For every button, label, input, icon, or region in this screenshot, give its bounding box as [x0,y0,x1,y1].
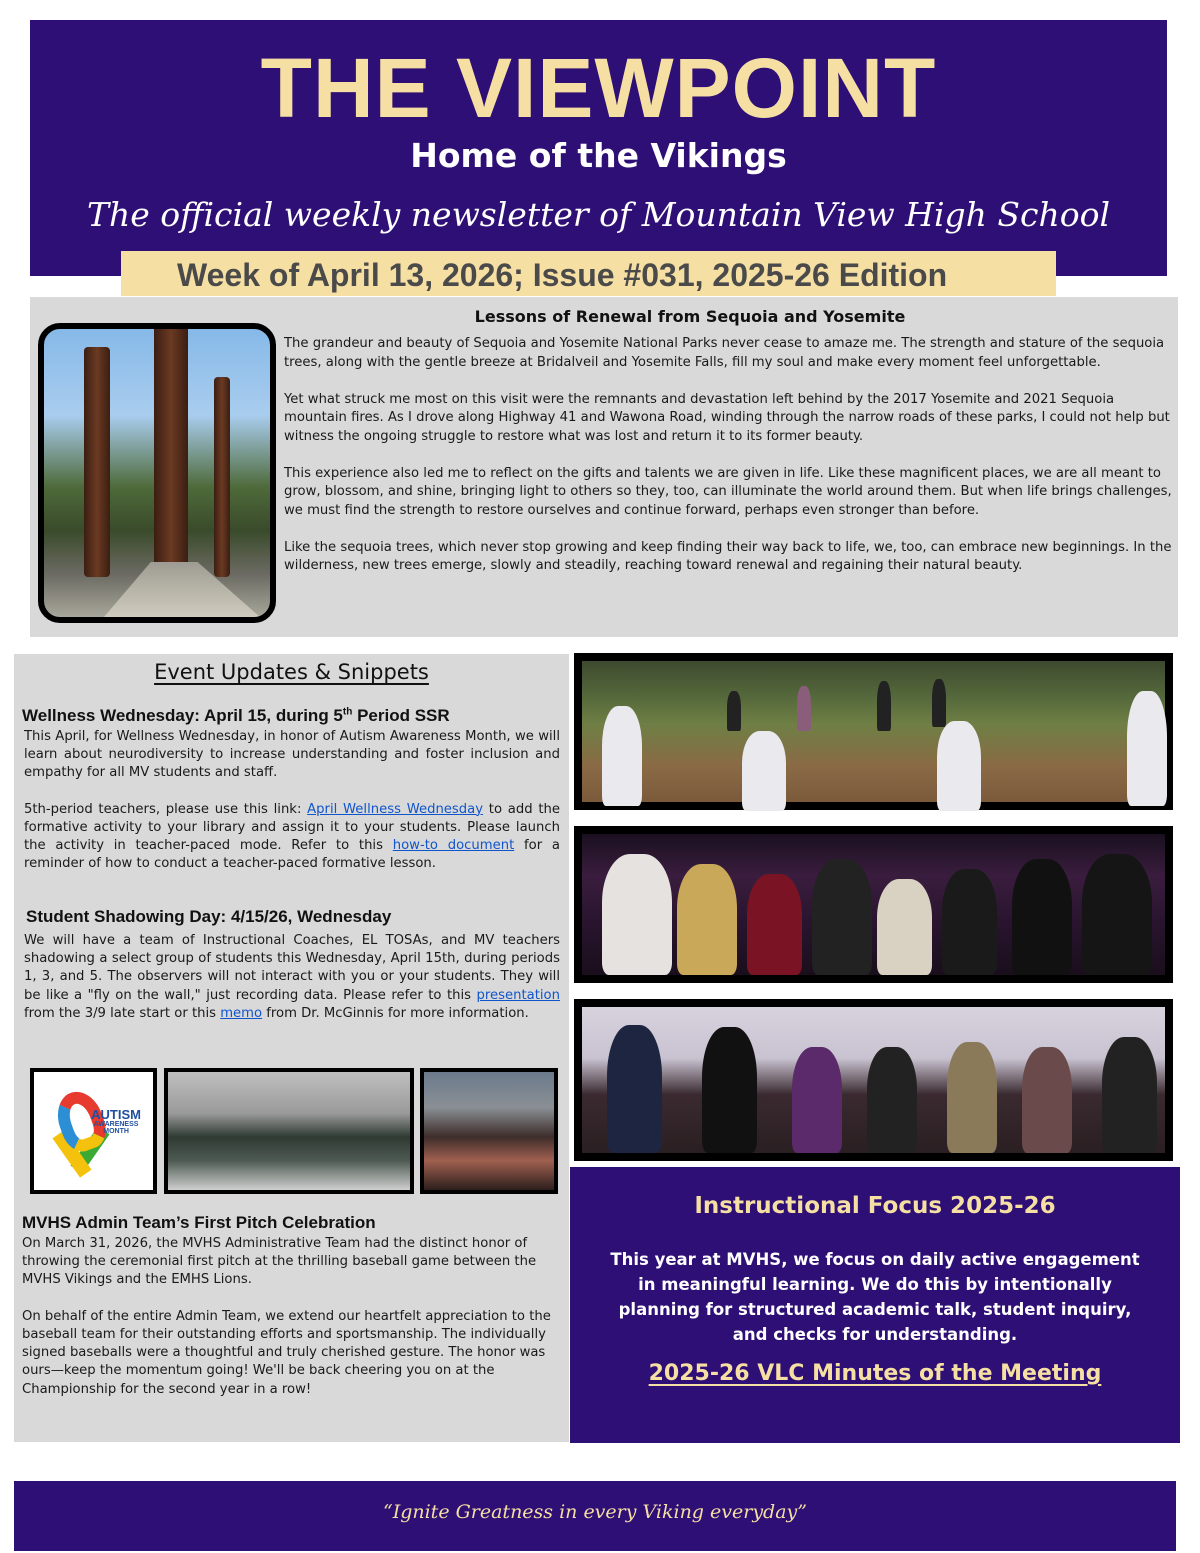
wellness-title: Wellness Wednesday: April 15, during 5th Period SSR [22,706,450,725]
feature-paragraph: Like the sequoia trees, which never stop growing and keep finding their way back to life, we, too, can embrace new beginnings. In the wilderness, new trees emerge, slowly and steadily, reaching toward renewal and regaining their natural beauty. [284,539,1172,573]
feature-paragraph: Yet what struck me most on this visit were the remnants and devastation left behind by the 2017 Yosemite and 2021 Sequoia mountain fires. As I drove along Highway 41 and Wawona Road, winding through the narrow roads of these parks, I could not help but witness the ongoing struggle to restore what was lost and return it to its former beauty. [284,391,1170,444]
newsletter-tagline: The official weekly newsletter of Mountain View High School [86,195,1111,234]
focus-title: Instructional Focus 2025-26 [694,1193,1056,1219]
sequoia-photo [38,323,276,623]
footer [14,1481,1176,1551]
shadowing-title: Student Shadowing Day: 4/15/26, Wednesday [26,907,392,926]
memo-link[interactable]: memo [220,1005,263,1021]
shadowing-group-photo [164,1068,414,1194]
wellness-paragraph: This April, for Wellness Wednesday, in honor of Autism Awareness Month, we will learn about neurodiversity to increase understanding and foster inclusion and empathy for all MV students and staff. [24,729,560,781]
how-to-document-link[interactable]: how-to document [392,838,515,854]
wellness-body [24,728,560,892]
april-wellness-link[interactable]: April Wellness Wednesday [307,801,484,817]
autism-awareness-image: AUTISM AWARENESS MONTH [30,1068,157,1194]
royal-court-photo [574,999,1173,1161]
issue-bar [121,251,1056,296]
presentation-link[interactable]: presentation [476,987,560,1003]
issue-label: Week of April 13, 2026; Issue #031, 2025-26 Edition [177,257,948,293]
wellness-instructions: 5th-period teachers, please use this link: April Wellness Wednesday to add the formative activity to your library and assign it to your students. Please launch the activity in teacher-paced mode. Refer to this how-to document for a reminder of how to conduct a teacher-paced formative lesson. [24,801,561,872]
masthead [30,20,1167,276]
instructional-focus [570,1167,1180,1443]
first-pitch-title: MVHS Admin Team’s First Pitch Celebration [22,1213,376,1232]
newsletter-subtitle: Home of the Vikings [410,136,787,175]
feature-paragraph: The grandeur and beauty of Sequoia and Yosemite National Parks never cease to amaze me. The strength and stature of the sequoia trees, along with the gentle breeze at Bridalveil and Yosemite Falls, fill my soul and make every moment feel unforgettable. [284,336,1165,370]
first-pitch-paragraph: On behalf of the entire Admin Team, we extend our heartfelt appreciation to the baseball team for their outstanding efforts and sportsmanship. The individually signed baseballs were a thoughtful and truly cherished gesture. The honor was ours—keep the momentum going! We'll be back cheering you on at the Championship for the second year in a row! [22,1308,551,1397]
newsletter-title: THE VIEWPOINT [260,41,937,135]
events-panel [14,654,569,1442]
first-pitch-body [22,1235,552,1417]
feature-body [284,335,1174,594]
masquerade-photo [574,826,1173,983]
feature-article [30,297,1178,637]
footer-motto: “Ignite Greatness in every Viking everyday” [382,1501,807,1523]
admin-selfie-photo [420,1068,558,1194]
first-pitch-paragraph: On March 31, 2026, the MVHS Administrative Team had the distinct honor of throwing the ceremonial first pitch at the thrilling baseball game between the MVHS Vikings and the EMHS Lions. [22,1236,537,1288]
events-heading: Event Updates & Snippets [154,660,429,684]
shadowing-body: We will have a team of Instructional Coaches, EL TOSAs, and MV teachers shadowing a select group of students this Wednesday, April 15th, during periods 1, 3, and 5. The observers will not interact with you or your students. They will be like a "fly on the wall," just recording data. Please refer to this presentation from the 3/9 late start or this memo from Dr. McGinnis for more information. [24,933,560,1021]
baseball-field-photo [574,653,1173,810]
focus-body: This year at MVHS, we focus on daily active engagement in meaningful learning. We do this by intentionally planning for structured academic talk, student inquiry, and checks for understanding. [610,1250,1140,1344]
vlc-minutes-link[interactable]: 2025-26 VLC Minutes of the Meeting [648,1361,1102,1386]
feature-paragraph: This experience also led me to reflect on the gifts and talents we are given in life. Like these magnificent places, we are all meant to grow, blossom, and shine, bringing light to others so they, too, can illuminate the world around them. But when life brings challenges, we must find the strength to restore ourselves and continue forward, perhaps even stronger than before. [284,465,1172,518]
feature-title: Lessons of Renewal from Sequoia and Yosemite [474,307,906,326]
